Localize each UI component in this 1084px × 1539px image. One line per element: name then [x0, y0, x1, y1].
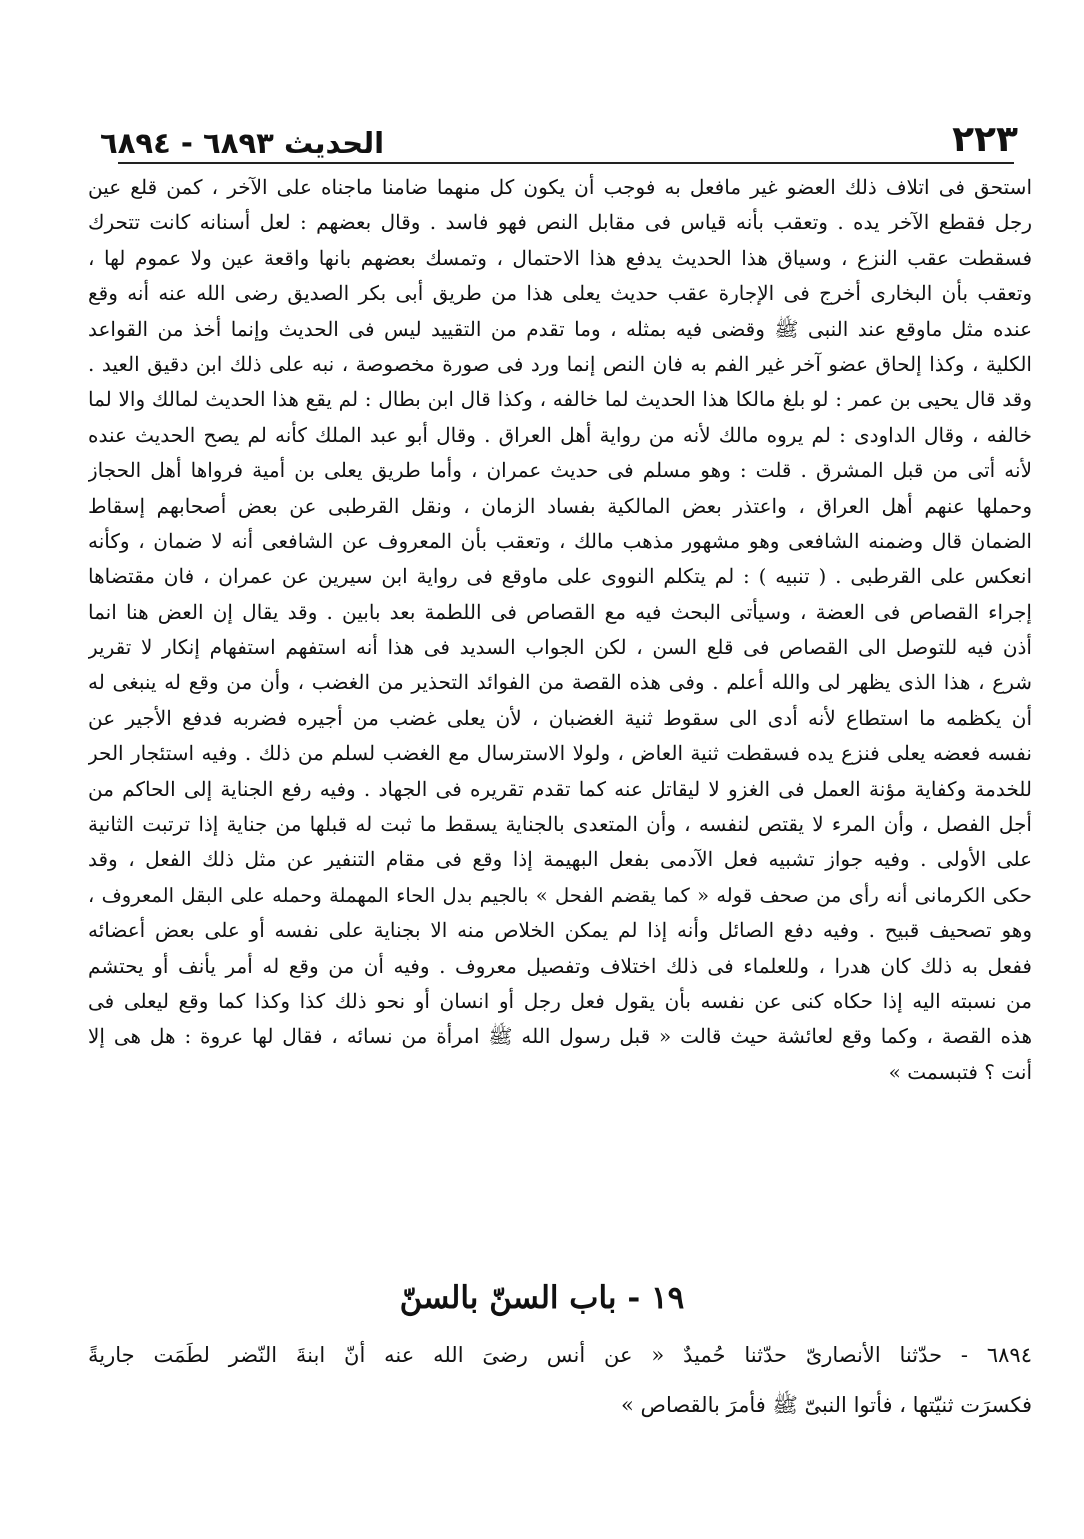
running-head: الحديث ٦٨٩٣ - ٦٨٩٤: [100, 126, 385, 160]
commentary-line: الضمان قال وضمنه الشافعى وهو مشهور مذهب مالك ، وتعقب بأن المعروف عن الشافعى أنه لا ضمان ، وكأنه: [88, 528, 1032, 553]
commentary-line: للخدمة وكفاية مؤنة العمل فى الغزو لا ليقاتل عنه كما تقدم تقريره فى الجهاد . وفيه رفع الجناية إلى الحاكم من: [88, 776, 1032, 801]
commentary-line: ففعل به ذلك كان هدرا ، وللعلماء فى ذلك اختلاف وتفصيل معروف . وفيه أن من وقع له أمر يأنف أو يحتشم: [88, 953, 1032, 978]
commentary-line: أنت ؟ فتبسمت »: [888, 1059, 1032, 1084]
commentary-line: انعكس على القرطبى . ( تنبيه ) : لم يتكلم النووى على ماوقع فى رواية ابن سيرين عن عمران ، فان مقتضاها: [88, 564, 1032, 589]
commentary-line: فسقطت عقب النزع ، وسياق هذا الحديث يدفع هذا الاحتمال ، وتمسك بعضهم بانها واقعة عين ولا عموم لها ،: [88, 245, 1032, 270]
commentary-line: خالفه ، وقال الداودى : لم يروه مالك لأنه من رواية أهل العراق . وقال أبو عبد الملك كأنه لم يصح الحديث عنده: [88, 422, 1032, 447]
commentary-line: وتعقب بأن البخارى أخرج فى الإجارة عقب حديث يعلى هذا من طريق أبى بكر الصديق رضى الله عنه أنه وقع: [88, 281, 1032, 306]
hadith-text: [88, 1330, 1032, 1430]
commentary-text: [88, 170, 1032, 1090]
hadith-line: فكسرَت ثنيّتها ، فأتوا النبىّ ﷺ فأمرَ بالقصاص »: [621, 1393, 1032, 1417]
commentary-line: على الأولى . وفيه جواز تشبيه فعل الآدمى بفعل البهيمة إذا وقع فى مقام التنفير عن مثل ذلك الفعل ، وقد: [88, 847, 1032, 872]
hadith-line: ٦٨٩٤ - حدّثنا الأنصارىّ حدّثنا حُميدٌ « عن أنس رضىَ الله عنه أنّ ابنةَ النّضر لطَمَت جاريةً: [88, 1343, 1032, 1367]
commentary-line: وقد قال يحيى بن عمر : لو بلغ مالكا هذا الحديث لما خالفه ، وكذا قال ابن بطال : لم يقع هذا الحديث لمالك والا لما: [88, 387, 1032, 412]
commentary-line: الكلية ، وكذا إلحاق عضو آخر غير الفم به فان النص إنما ورد فى صورة مخصوصة ، نبه على ذلك ابن دقيق العيد .: [88, 351, 1032, 376]
commentary-line: حكى الكرمانى أنه رأى من صحف قوله « كما يقضم الفحل » بالجيم بدل الحاء المهملة وحمله على البقل المعروف ،: [88, 883, 1032, 907]
page-number: ٢٢٣: [952, 119, 1018, 160]
commentary-line: نفسه فعضه يعلى فنزع يده فسقطت ثنية العاض ، ولولا الاسترسال مع الغضب لسلم من ذلك . وفيه استئجار الحر: [88, 741, 1032, 766]
chapter-heading: ١٩ - باب السنّ بالسنّ: [399, 1280, 685, 1316]
header-rule: [118, 162, 1014, 164]
commentary-line: لأنه أتى من قبل المشرق . قلت : وهو مسلم فى حديث عمران ، وأما طريق يعلى بن أمية فرواها أهل الحجاز: [88, 458, 1032, 483]
commentary-line: هذه القصة ، وكما وقع لعائشة حيث قالت « قبل رسول الله ﷺ امرأة من نسائه ، فقال لها عروة : هل هى إلا: [88, 1024, 1032, 1049]
commentary-line: أذن فيه للتوصل الى القصاص فى قلع السن ، لكن الجواب السديد فى هذا أنه استفهم استفهام إنكار لا تقرير: [88, 635, 1032, 660]
commentary-line: من نسبته اليه إذا حكاه كنى عن نفسه بأن يقول فعل رجل أو انسان أو نحو ذلك كذا وكذا كما وقع ليعلى فى: [88, 988, 1032, 1013]
commentary-line: وحملها عنهم أهل العراق ، واعتذر بعض المالكية بفساد الزمان ، ونقل القرطبى عن بعض أصحابهم إسقاط: [88, 493, 1032, 518]
commentary-line: أن يكظمه ما استطاع لأنه أدى الى سقوط ثنية الغضبان ، لأن يعلى غضب من أجيره فضربه فدفع الأجير عن: [88, 705, 1032, 730]
commentary-line: وهو تصحيف قبيح . وفيه دفع الصائل وأنه إذا لم يمكن الخلاص منه الا بجناية على نفسه أو على بعض أعضائه: [88, 918, 1032, 943]
commentary-line: استحق فى اتلاف ذلك العضو غير مافعل به فوجب أن يكون كل منهما ضامنا ماجناه على الآخر ، كمن قلع عين: [88, 175, 1032, 199]
commentary-line: شرع ، هذا الذى يظهر لى والله أعلم . وفى هذه القصة من الفوائد التحذير من الغضب ، وأن من وقع له ينبغى له: [88, 670, 1032, 695]
page-header: [100, 112, 1018, 158]
commentary-line: عنده مثل ماوقع عند النبى ﷺ وقضى فيه بمثله ، وما تقدم من التقييد ليس فى الحديث وإنما أخذ من القواعد: [88, 316, 1032, 341]
commentary-line: إجراء القصاص فى العضة ، وسيأتى البحث فيه مع القصاص فى اللطمة بعد بابين . وقد يقال إن العض هنا انما: [88, 599, 1032, 624]
commentary-line: أجل الفصل ، وأن المرء لا يقتص لنفسه ، وأن المتعدى بالجناية يسقط ما ثبت له قبلها من جناية إذا ترتبت الثانية: [88, 812, 1032, 837]
commentary-line: رجل فقطع الآخر يده . وتعقب بأنه قياس فى مقابل النص فهو فاسد . وقال بعضهم : لعل أسنانه كانت تتحرك: [88, 210, 1032, 235]
